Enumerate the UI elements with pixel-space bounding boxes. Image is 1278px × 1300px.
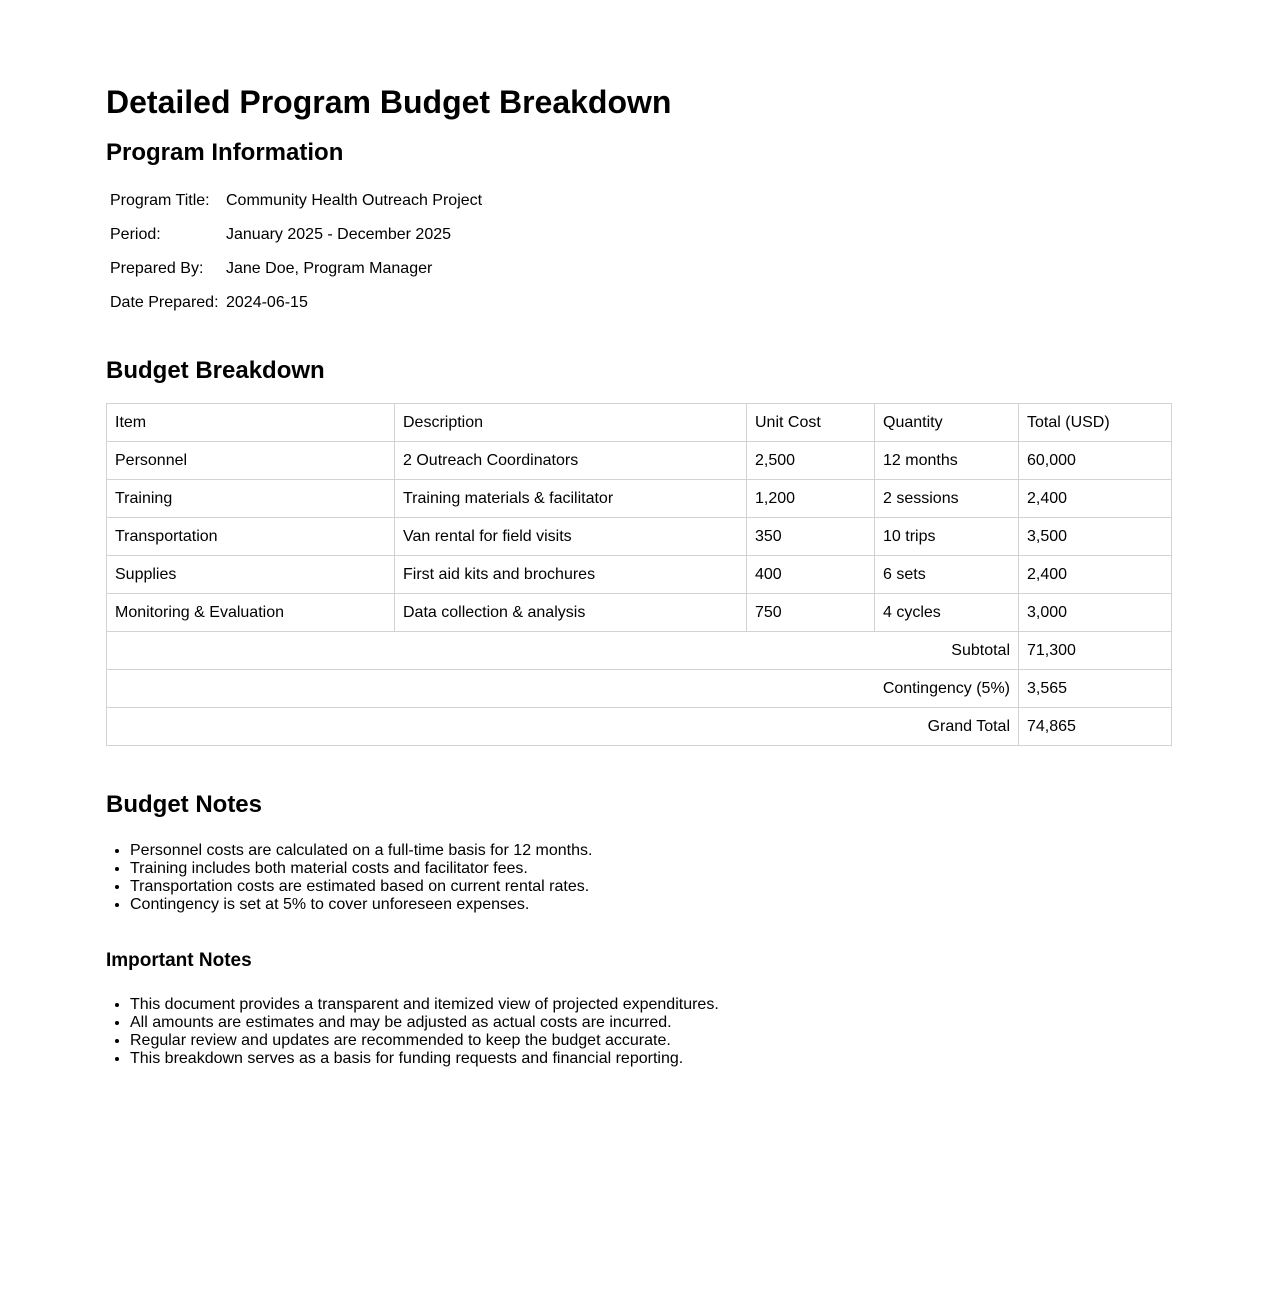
- cell-total: 2,400: [1019, 480, 1172, 518]
- subtotal-label: Subtotal: [107, 632, 1019, 670]
- table-row: [107, 480, 1172, 518]
- grand-total-value: 74,865: [1019, 708, 1172, 746]
- list-item: • Personnel costs are calculated on a full-time basis for 12 months.: [130, 842, 592, 860]
- column-header-description: Description: [395, 404, 747, 442]
- program-info-table: [108, 184, 482, 320]
- cell-quantity: 2 sessions: [875, 480, 1019, 518]
- table-row: [107, 556, 1172, 594]
- info-row-date-prepared: [108, 286, 482, 320]
- info-label: Program Title:: [110, 192, 210, 209]
- info-value: 2024-06-15: [226, 294, 308, 311]
- grand-total-row: [107, 708, 1172, 746]
- cell-unit-cost: 750: [747, 594, 875, 632]
- info-label: Prepared By:: [110, 260, 204, 277]
- table-row: [107, 594, 1172, 632]
- cell-quantity: 10 trips: [875, 518, 1019, 556]
- list-item: • Training includes both material costs and facilitator fees.: [130, 860, 592, 878]
- budget-table: [106, 403, 1172, 746]
- list-item: • Regular review and updates are recommended to keep the budget accurate.: [130, 1032, 719, 1050]
- cell-unit-cost: 1,200: [747, 480, 875, 518]
- info-label: Period:: [110, 226, 161, 243]
- info-row-prepared-by: [108, 252, 482, 286]
- table-row: [107, 442, 1172, 480]
- cell-unit-cost: 350: [747, 518, 875, 556]
- list-item: • Contingency is set at 5% to cover unforeseen expenses.: [130, 896, 592, 914]
- cell-unit-cost: 2,500: [747, 442, 875, 480]
- info-value: January 2025 - December 2025: [226, 226, 452, 243]
- program-info-heading: Program Information: [106, 139, 344, 166]
- cell-item: Personnel: [107, 442, 395, 480]
- info-row-period: [108, 218, 482, 252]
- cell-total: 2,400: [1019, 556, 1172, 594]
- cell-item: Monitoring & Evaluation: [107, 594, 395, 632]
- cell-description: Van rental for field visits: [395, 518, 747, 556]
- list-item: • This document provides a transparent and itemized view of projected expenditures.: [130, 996, 719, 1014]
- table-header-row: [107, 404, 1172, 442]
- column-header-unit-cost: Unit Cost: [747, 404, 875, 442]
- subtotal-row: [107, 632, 1172, 670]
- list-item: • This breakdown serves as a basis for funding requests and financial reporting.: [130, 1050, 719, 1068]
- cell-description: 2 Outreach Coordinators: [395, 442, 747, 480]
- contingency-label: Contingency (5%): [107, 670, 1019, 708]
- info-value: Community Health Outreach Project: [226, 192, 483, 209]
- important-notes-heading: Important Notes: [106, 950, 252, 971]
- cell-total: 3,500: [1019, 518, 1172, 556]
- cell-total: 60,000: [1019, 442, 1172, 480]
- list-item: • Transportation costs are estimated based on current rental rates.: [130, 878, 592, 896]
- cell-quantity: 12 months: [875, 442, 1019, 480]
- cell-item: Transportation: [107, 518, 395, 556]
- cell-description: Data collection & analysis: [395, 594, 747, 632]
- important-notes-list: [106, 996, 719, 1068]
- column-header-total: Total (USD): [1019, 404, 1172, 442]
- list-item: • All amounts are estimates and may be adjusted as actual costs are incurred.: [130, 1014, 719, 1032]
- budget-notes-list: [106, 842, 592, 914]
- info-label: Date Prepared:: [110, 294, 219, 311]
- grand-total-label: Grand Total: [107, 708, 1019, 746]
- table-row: [107, 518, 1172, 556]
- subtotal-value: 71,300: [1019, 632, 1172, 670]
- info-value: Jane Doe, Program Manager: [226, 260, 433, 277]
- cell-description: First aid kits and brochures: [395, 556, 747, 594]
- cell-unit-cost: 400: [747, 556, 875, 594]
- column-header-item: Item: [107, 404, 395, 442]
- info-row-program-title: [108, 184, 482, 218]
- contingency-value: 3,565: [1019, 670, 1172, 708]
- page-title: Detailed Program Budget Breakdown: [106, 84, 672, 120]
- cell-total: 3,000: [1019, 594, 1172, 632]
- column-header-quantity: Quantity: [875, 404, 1019, 442]
- cell-description: Training materials & facilitator: [395, 480, 747, 518]
- budget-notes-heading: Budget Notes: [106, 791, 262, 818]
- contingency-row: [107, 670, 1172, 708]
- budget-breakdown-heading: Budget Breakdown: [106, 357, 325, 384]
- cell-quantity: 4 cycles: [875, 594, 1019, 632]
- cell-item: Supplies: [107, 556, 395, 594]
- cell-quantity: 6 sets: [875, 556, 1019, 594]
- cell-item: Training: [107, 480, 395, 518]
